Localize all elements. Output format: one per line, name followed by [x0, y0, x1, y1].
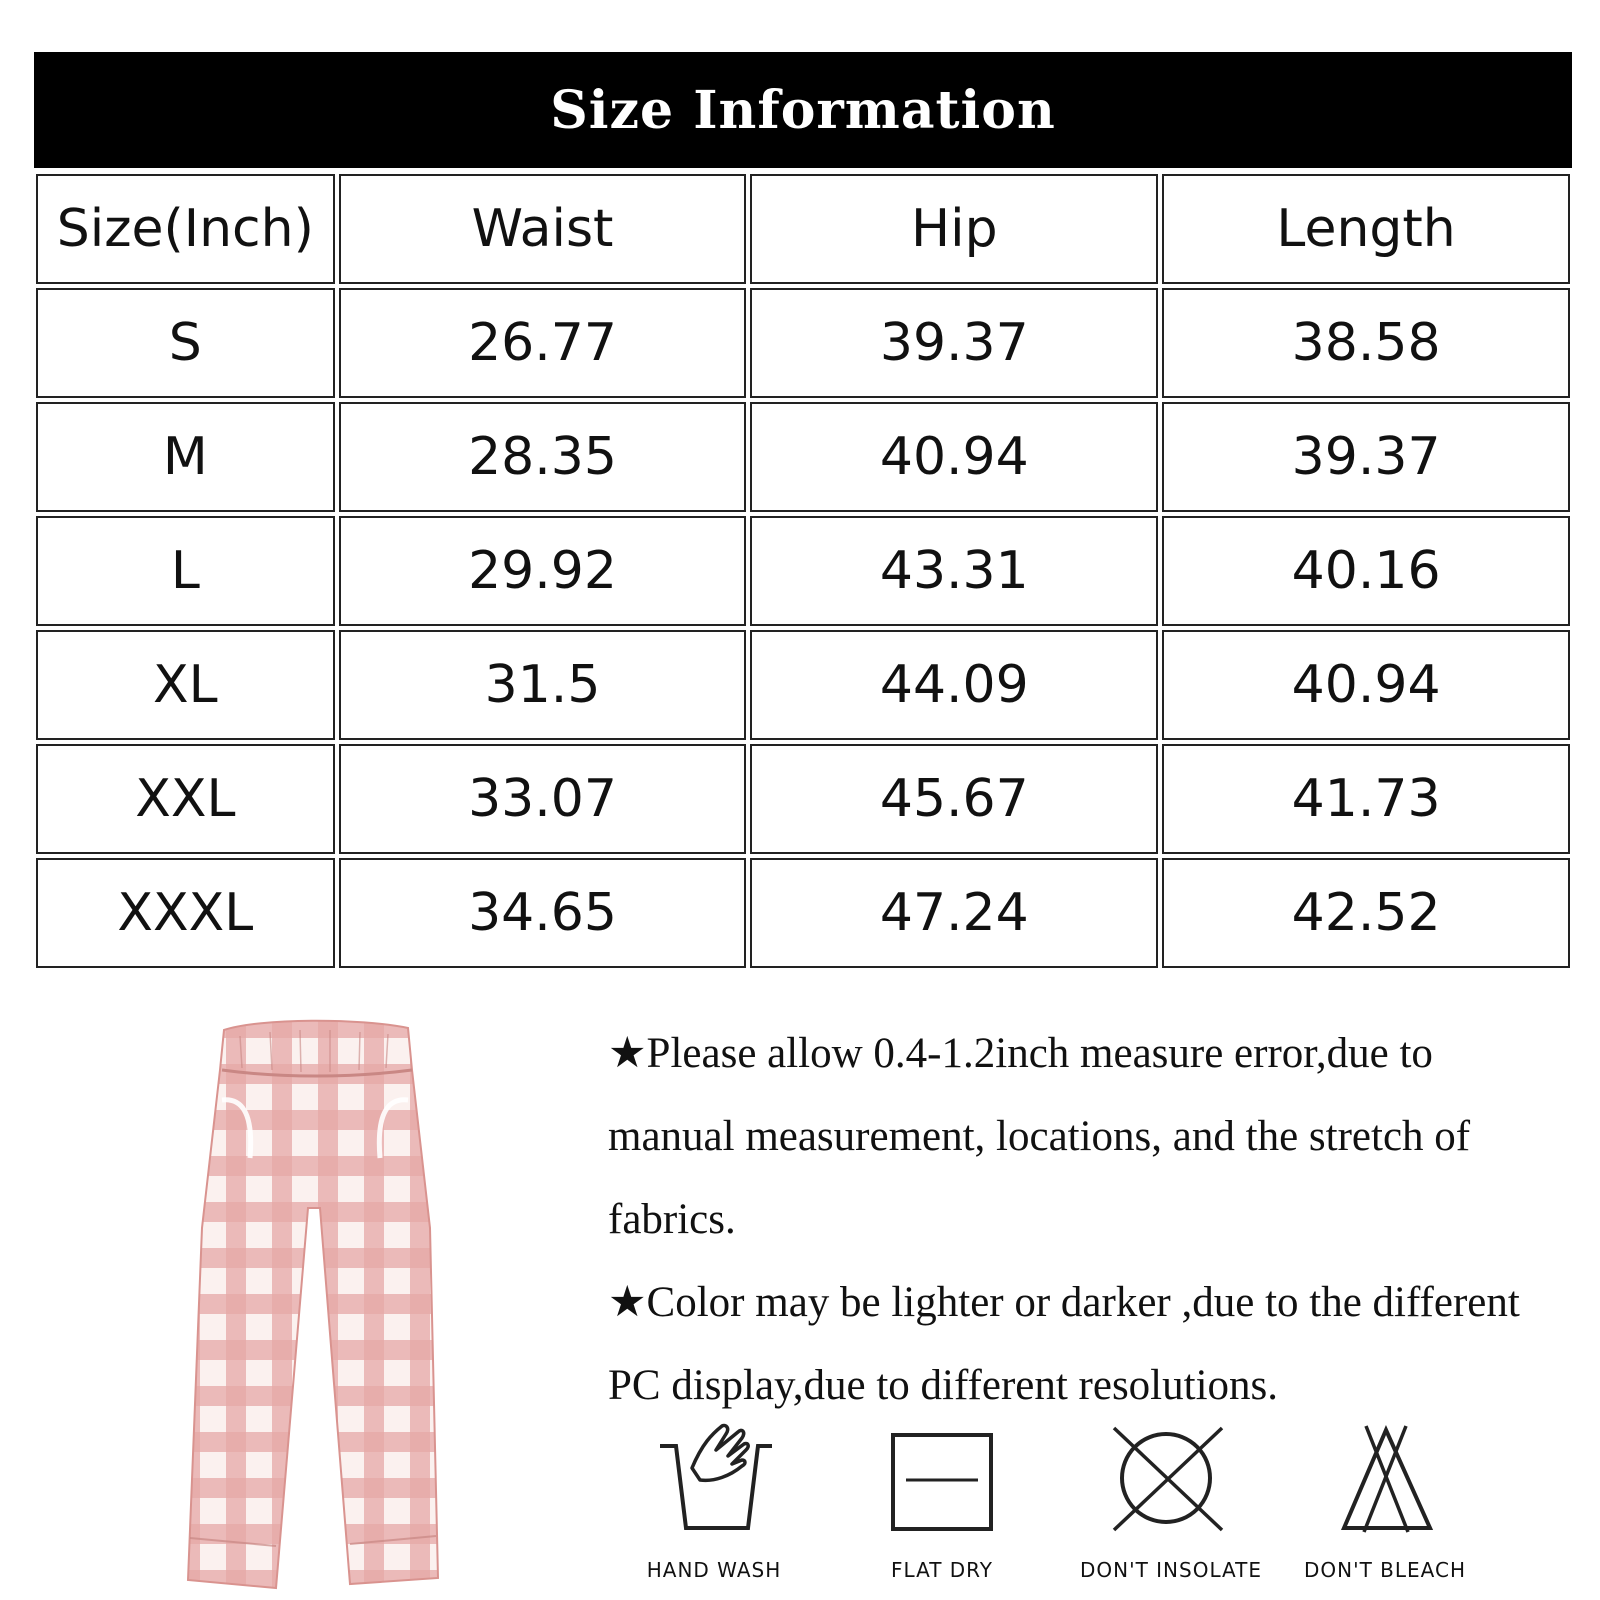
flat-dry-icon	[890, 1432, 994, 1532]
cell-waist: 28.35	[339, 402, 747, 512]
cell-hip: 40.94	[750, 402, 1158, 512]
table-row	[36, 516, 1570, 626]
cell-length: 39.37	[1162, 402, 1570, 512]
cell-hip: 39.37	[750, 288, 1158, 398]
cell-size: XXL	[36, 744, 335, 854]
cell-length: 38.58	[1162, 288, 1570, 398]
cell-waist: 29.92	[339, 516, 747, 626]
table-header-row	[36, 174, 1570, 284]
cell-size: S	[36, 288, 335, 398]
cell-length: 40.16	[1162, 516, 1570, 626]
cell-size: L	[36, 516, 335, 626]
cell-size: XXXL	[36, 858, 335, 968]
cell-waist: 33.07	[339, 744, 747, 854]
title-bar	[34, 52, 1572, 168]
notes	[608, 1012, 1568, 1427]
header-waist: Waist	[339, 174, 747, 284]
note-measure-error: ★Please allow 0.4-1.2inch measure error,due to manual measurement, locations, and the stretch of fabrics.	[608, 1030, 1471, 1243]
page-title: Size Information	[550, 79, 1056, 141]
cell-hip: 43.31	[750, 516, 1158, 626]
cell-size: M	[36, 402, 335, 512]
dont-bleach-label: DON'T BLEACH	[1303, 1558, 1466, 1582]
cell-length: 42.52	[1162, 858, 1570, 968]
table-row	[36, 288, 1570, 398]
table-row	[36, 744, 1570, 854]
table-row	[36, 630, 1570, 740]
cell-length: 41.73	[1162, 744, 1570, 854]
hand-wash-label: HAND WASH	[646, 1558, 782, 1582]
cell-hip: 47.24	[750, 858, 1158, 968]
note-color-difference: ★Color may be lighter or darker ,due to the different PC display,due to different resolutions.	[608, 1279, 1520, 1409]
dont-bleach-icon	[1340, 1424, 1434, 1534]
hand-wash-icon	[656, 1420, 776, 1532]
cell-size: XL	[36, 630, 335, 740]
header-size: Size(Inch)	[36, 174, 335, 284]
cell-waist: 34.65	[339, 858, 747, 968]
header-length: Length	[1162, 174, 1570, 284]
cell-length: 40.94	[1162, 630, 1570, 740]
cell-hip: 44.09	[750, 630, 1158, 740]
table-row	[36, 858, 1570, 968]
cell-waist: 31.5	[339, 630, 747, 740]
dont-insolate-label: DON'T INSOLATE	[1079, 1558, 1263, 1582]
table-row	[36, 402, 1570, 512]
cell-waist: 26.77	[339, 288, 747, 398]
header-hip: Hip	[750, 174, 1158, 284]
cell-hip: 45.67	[750, 744, 1158, 854]
size-table	[32, 170, 1574, 972]
flat-dry-label: FLAT DRY	[890, 1558, 994, 1582]
plaid-pants-image	[180, 1018, 440, 1593]
dont-insolate-icon	[1110, 1424, 1226, 1534]
